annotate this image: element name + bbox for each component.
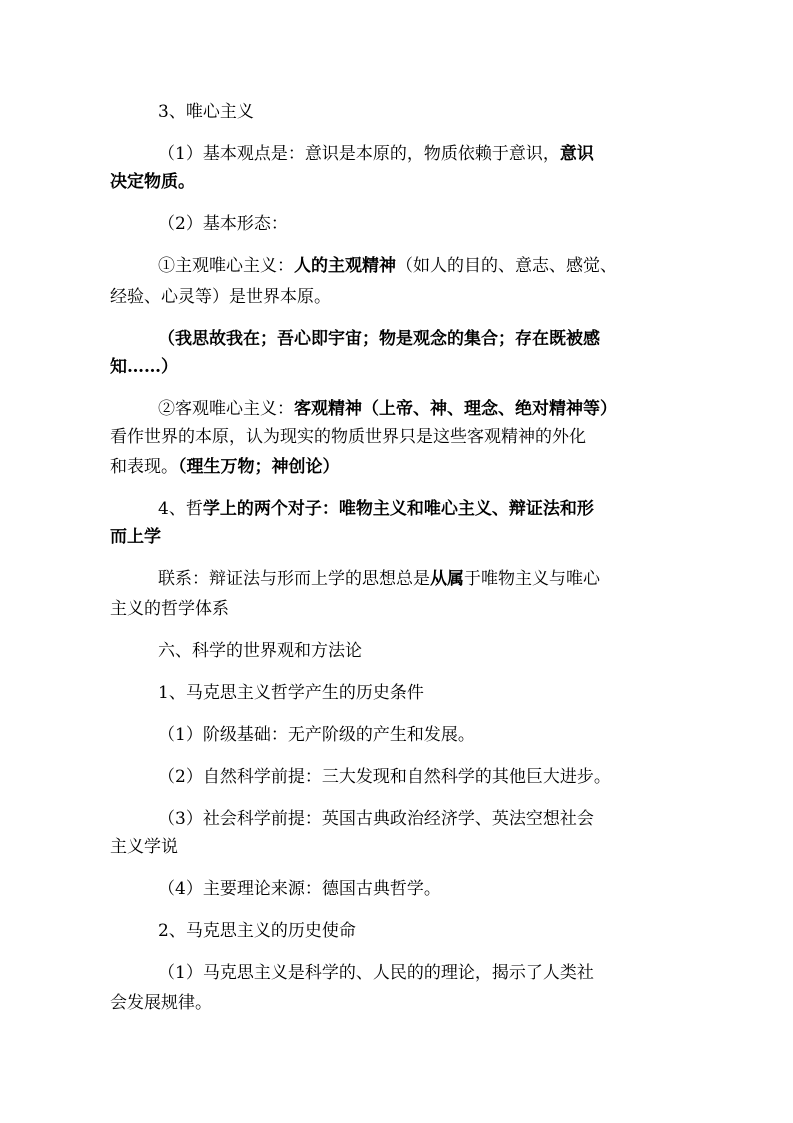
subjective-examples-cont-text: 知……） [110,357,178,377]
social-science-cont-text: 主义学说 [110,837,178,857]
objective-idealism-label: ②客观唯心主义： [158,399,294,419]
class-basis-text: （1）阶级基础：无产阶级的产生和发展。 [158,725,475,745]
connection-text: 联系：辩证法与形而上学的思想总是 [158,569,430,589]
paragraph-connection [0,562,793,596]
paragraph-marxism-science [0,956,793,990]
heading-historical-conditions [0,676,793,710]
subjective-idealism-bold: 人的主观精神 [294,256,396,276]
paragraph-objective-idealism-cont [0,420,793,454]
heading-idealism [0,95,793,129]
marxism-science-cont-text: 会发展规律。 [110,993,212,1013]
subjective-idealism-cont-text: 经验、心灵等）是世界本原。 [110,287,331,307]
theory-source-text: （4）主要理论来源：德国古典哲学。 [158,879,441,899]
paragraph-marxism-science-cont [0,986,793,1020]
basic-forms-text: （2）基本形态： [158,214,288,234]
paragraph-theory-source [0,872,793,906]
connection-bold: 从属 [430,569,464,589]
objective-idealism-bold: 客观精神（上帝、神、理念、绝对精神等） [294,399,617,419]
heading-historical-mission [0,914,793,948]
heading-historical-mission-text: 2、马克思主义的历史使命 [158,921,356,941]
heading-idealism-text: 3、唯心主义 [158,102,254,122]
objective-idealism-end-bold: （理生万物；神创论） [178,457,340,477]
paragraph-natural-science [0,760,793,794]
paragraph-social-science-cont [0,830,793,864]
natural-science-text: （2）自然科学前提：三大发现和自然科学的其他巨大进步。 [158,767,611,787]
heading-two-pairs-text: 4、哲 [158,499,203,519]
connection-cont-text: 主义的哲学体系 [110,599,229,619]
objective-idealism-end-text: 和表现。 [110,457,178,477]
heading-two-pairs-cont [0,520,793,554]
basic-view-text: （1）基本观点是：意识是本原的，物质依赖于意识， [158,144,560,164]
social-science-text: （3）社会科学前提：英国古典政治经济学、英法空想社会 [158,809,594,829]
subjective-examples-text: （我思故我在；吾心即宇宙；物是观念的集合；存在既被感 [158,329,600,349]
paragraph-basic-forms [0,207,793,241]
subjective-idealism-label: ①主观唯心主义： [158,256,294,276]
heading-section-six [0,634,793,668]
paragraph-connection-cont [0,592,793,626]
heading-historical-conditions-text: 1、马克思主义哲学产生的历史条件 [158,683,424,703]
paragraph-subjective-examples-cont [0,350,793,384]
paragraph-subjective-idealism-cont [0,280,793,314]
paragraph-objective-idealism-end [0,450,793,484]
basic-view-bold: 意识 [559,144,594,164]
subjective-idealism-text: （如人的目的、意志、感觉、 [396,256,617,276]
heading-section-six-text: 六、科学的世界观和方法论 [158,641,362,661]
paragraph-subjective-idealism [0,249,793,283]
paragraph-basic-view-cont [0,165,793,199]
heading-two-pairs-bold: 学上的两个对子：唯物主义和唯心主义、辩证法和形 [202,499,594,519]
paragraph-class-basis [0,718,793,752]
connection-text-end: 于唯物主义与唯心 [464,569,600,589]
heading-two-pairs-cont-bold: 而上学 [110,527,161,547]
marxism-science-text: （1）马克思主义是科学的、人民的的理论，揭示了人类社 [158,963,594,983]
objective-idealism-cont-text: 看作世界的本原，认为现实的物质世界只是这些客观精神的外化 [110,427,586,447]
basic-view-cont-bold: 决定物质。 [110,172,195,192]
